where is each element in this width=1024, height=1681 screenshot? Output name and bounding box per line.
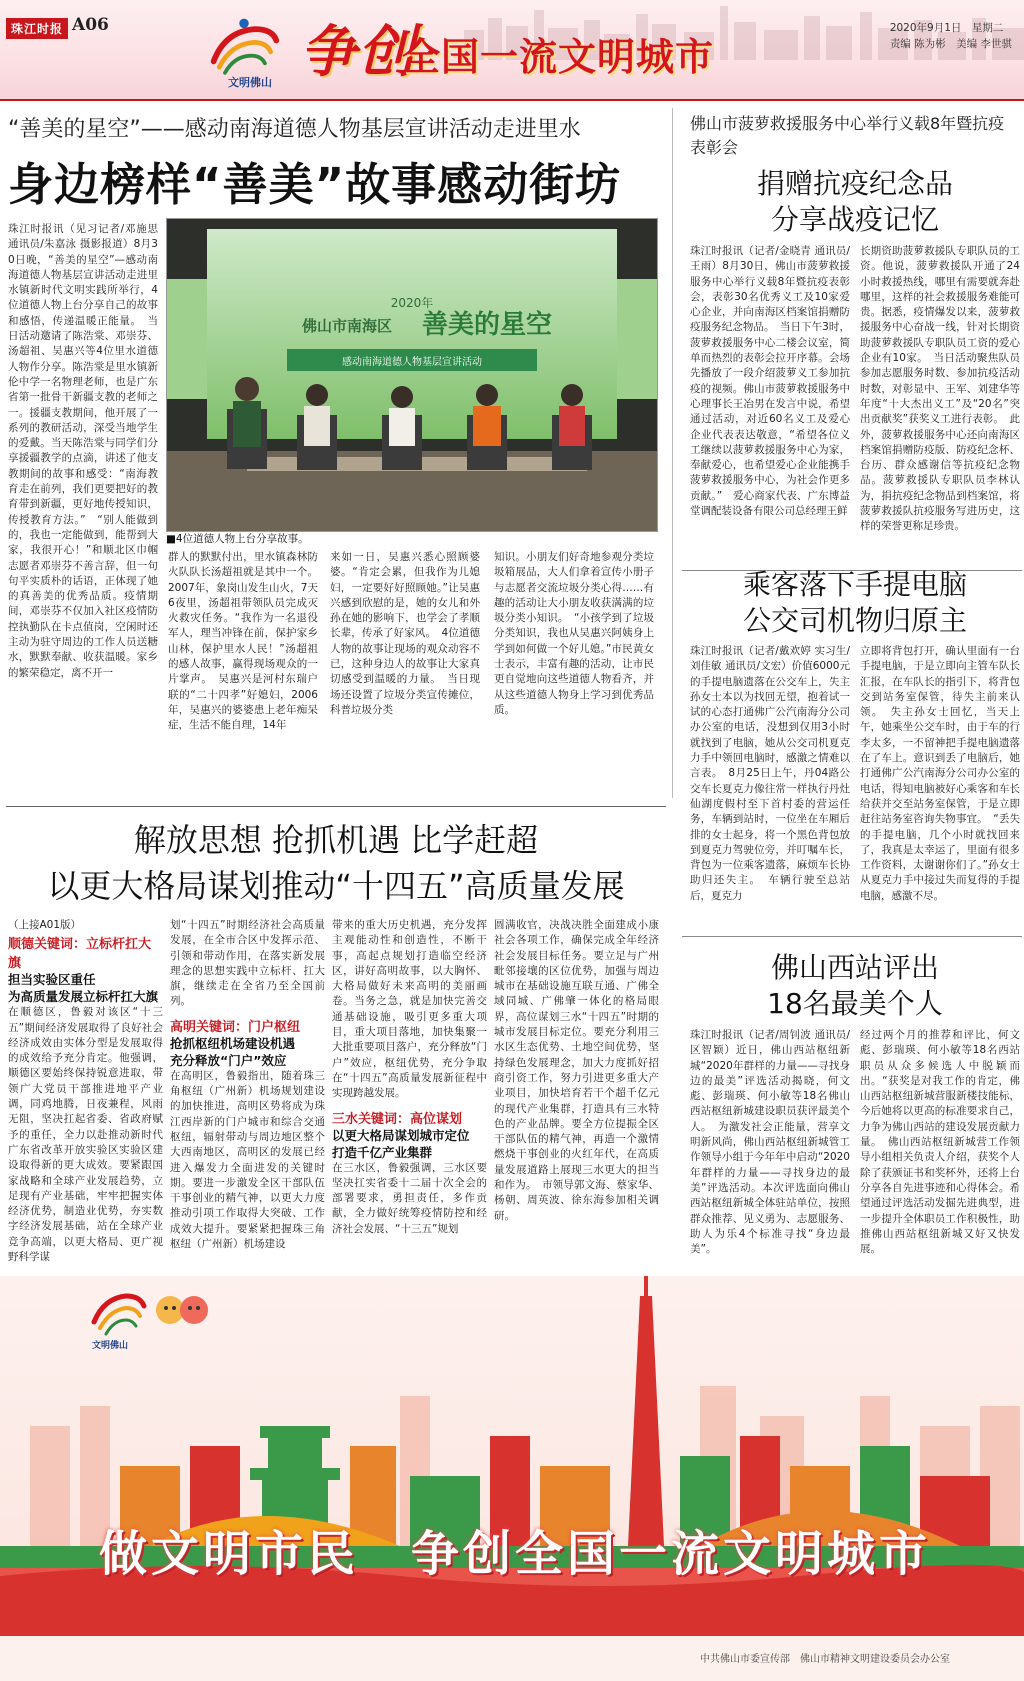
- mascot-icon: [156, 1296, 208, 1324]
- masthead: [0, 0, 1024, 100]
- banner-logo-icon: [94, 1296, 144, 1334]
- right3-headline-line1: 佛山西站评出: [770, 951, 939, 984]
- lead-headline: 身边榜样“善美”故事感动街坊: [8, 158, 622, 211]
- banner-footer: 中共佛山市委宣传部 佛山市精神文明建设委员会办公室: [700, 1654, 950, 1665]
- right1-column-2: 长期资助菠萝救援队专职队员的工资。他说，菠萝救援队开通了24小时救援热线，哪里有需要就奔赴哪里，这样的社会救援服务难能可贵。据悉，疫情爆发以来，菠萝救援服务中心奋战一线，针对长期资助菠萝救援队专职队员工资的爱心企业有10家。 当日活动聚焦队员参加志愿服务时数、参加抗疫活动时数，对彰显中、王军、刘建华等年度“十大杰出义工”及“20名”突出贡献奖”获奖义工进行表彰。 此外，菠萝救援服务中心还向南海区档案馆捐赠防疫版、防疫纪念杯、台历、群众感谢信等抗疫纪念物品。菠萝救援队专职队员李林认为，捐抗疫纪念物品到档案馆，将菠萝救援队抗疫服务写进历史，这样的荣誉更称足珍贵。: [860, 245, 1020, 533]
- policy-sub2-keyword: 高明关键词：门户枢纽: [170, 1019, 301, 1035]
- policy-sub2-line1: 抢抓枢纽机场建设机遇: [170, 1035, 296, 1051]
- photo-banner-year: 2020年: [390, 296, 434, 310]
- logo-caption: 文明佛山: [228, 76, 272, 89]
- policy-column-3: 带来的重大历史机遇，充分发挥主观能动性和创造性，不断干事，高起点规划打造临空经济区，讲好高明故事，以大胸怀、大格局做好未来高明的美丽画卷。当务之急，就是加快完善交通基础设施，吸引更多重大项目，重大项目落地，加快集聚一大批重要项目落户，充分释放“门户”效应，枢纽优势，充分争取在“十四五”高质量发展新征程中实现跨越发展。: [332, 919, 487, 1100]
- section-rule: [6, 806, 666, 807]
- policy-sub1-line2: 为高质量发展立标杆扛大旗: [8, 989, 159, 1005]
- issue-date: 2020年9月1日 星期二: [889, 22, 1004, 34]
- stage-photo-illustration: [167, 219, 657, 531]
- policy-column-1: 在顺德区，鲁毅对该区“十三五”期间经济发展取得了良好社会经济成效由实体分型是发展取得的成效给予充分肯定。他强调，顺德区要始终保持锐意进取，带领广大党员干部推进地平产业调，同鸡地腾，日夜兼程，风雨无阻，坚决扛起省委、省政府赋予的重任，全力以赴推动新时代广东省改革开放实验区实验区建设取得新的更大成效。要紧跟国家战略和全球产业发展趋势，立足现有产业基础，牢牢把握实体经济优势，制造业优势，夯实数字经济发展基础，站在全球产业竞争高端，以更大格局、更广视野科学谋: [8, 1006, 163, 1264]
- policy-sub3-line2: 打造千亿产业集群: [332, 1144, 433, 1160]
- issue-editors: 责编 陈为彬 美编 李世骐: [889, 38, 1012, 50]
- city-landmarks-illustration: [0, 1276, 1024, 1681]
- photo-banner-place: 佛山市南海区: [301, 317, 393, 335]
- lead-column-3: 来如一日，吴惠兴悉心照顾婆婆。“肯定会累，但我作为儿媳妇，一定要好好照顾她。”让吴惠兴感到欣慰的是，她的女儿和外孙在她的影响下，也学会了孝顺长辈，传承了好家风。 4位道德人物的故事让现场的观众动容不已，这种身边人的故事让大家真切感受到温暖的力量。 当日现场还设置了垃圾分类宣传摊位，科普垃圾分类: [330, 551, 480, 716]
- photo-banner-title: 善美的星空: [421, 310, 553, 340]
- photo-banner-sub: 感动南海道德人物基层宣讲活动: [342, 357, 482, 368]
- policy-column-3-wrap: [332, 918, 487, 1268]
- policy-sub3-keyword: 三水关键词：高位谋划: [332, 1111, 463, 1127]
- policy-sub3-line1: 以更大格局谋划城市定位: [332, 1127, 470, 1143]
- issue-meta: [890, 20, 1012, 52]
- lead-kicker: “善美的星空”——感动南海道德人物基层宣讲活动走进里水: [8, 117, 581, 142]
- right3-headline-line2: 18名最美个人: [767, 987, 943, 1020]
- lead-photo-caption: ■4位道德人物上台分享故事。: [166, 533, 309, 545]
- policy-sub1-line1: 担当实验区重任: [8, 972, 96, 988]
- masthead-slogan-strive: 争创: [300, 19, 416, 85]
- civilization-banner: [0, 1276, 1024, 1681]
- right1-kicker: 佛山市菠萝救援服务中心举行义载8年暨抗疫表彰会: [690, 114, 1005, 157]
- banner-slogan: 做文明市民 争创全国一流文明城市: [98, 1526, 931, 1582]
- masthead-slogan: 全国一流文明城市: [402, 35, 715, 79]
- policy-column-4: 圆满收官，决战决胜全面建成小康社会各项工作，确保完成全年经济社会发展目标任务。要立足与广州毗邻接壤的区位优势，加强与周边城市在基础设施互联互通、广佛全域同城、广佛肇一体化的格局眼界，高位谋划三水“十四五”时期的城市发展目标定位。要充分利用三水区生态优势、土地空间优势，坚持绿色发展理念，加大力度抓好招商引资工作，努力引进更多重大产业项目，加快培育若干个超千亿元的现代产业集群，打造具有三水特色的产业品牌。要全方位提振全区干部队伍的精气神，再造一个激情燃烧干事创业的火红年代，在高质量发展道路上展现三水更大的担当和作为。 市领导郭文海、蔡家华、杨朝、周英波、徐东海参加相关调研。: [494, 919, 659, 1222]
- policy-sub1-keyword: 顺德关键词：立标杆扛大旗: [8, 937, 152, 972]
- right1-column-1: 珠江时报讯（记者/金晓青 通讯员/王雨）8月30日，佛山市菠萝救援服务中心举行义载8年暨抗疫表彰会，表彰30名优秀义工及10家爱心企业，并向南海区档案馆捐赠防疫服务纪念物品。 当日下午3时，菠萝救援服务中心二楼会议室，简单而热烈的表彰会拉开序幕。会场先播放了一段介绍菠萝义工参加抗疫的视频。佛山市菠萝救援服务中心理事长王冶男在发言中说，希望通过活动，对近60名义工及爱心企业代表表达敬意，“希望各位义工继续以菠萝救援服务中心为家，奉献爱心，也希望爱心企业能携手菠萝救援服务中心，为社会作更多贡献。” 爱心商家代表、广东博益堂调配装设备有限公司总经理王鲜: [690, 245, 850, 518]
- lead-photo: [166, 218, 658, 532]
- policy-column-2: 划“十四五”时期经济社会高质量发展，在全市合区中发挥示范、引领和带动作用，在落实新发展理念的思想实践中立标杆、扛大旗，继续走在全省乃至全国前列。: [170, 919, 325, 1008]
- policy-continuation: （上接A01版）: [8, 919, 82, 931]
- newspaper-tag: 珠江时报: [6, 18, 68, 39]
- masthead-rule: [0, 99, 1024, 101]
- policy-column-2b: 在高明区，鲁毅指出，随着珠三角枢纽（广州新）机场规划建设的加快推进，高明区势将成为珠江西岸新的门户城市和综合交通枢纽，辐射带动与周边地区整个大西南地区，高明区的发展已经进入爆发力全面进发的关键时期。要进一步激发全区干部队伍干事创业的精气神，以更大力度推动引项工作取得大突破、工作成效大提升。要紧紧把握珠三角枢纽（广州新）机场建设: [170, 1069, 325, 1251]
- tower-icon: [628, 1296, 664, 1546]
- page-number: A06: [72, 15, 109, 35]
- right3-column-1: 珠江时报讯（记者/周钊波 通讯员/区智颖）近日，佛山西站枢纽新城“2020年群样的力量——寻找身边的最美”评选活动揭晓，何文彪、彭瑞瑛、何小敏等18名佛山西站枢纽新城建设职员获评最美个人。 为激发社会正能量，营享文明新风尚，佛山西站枢纽新城管工作领导小组于今年年中启动“2020年群样的力量——寻找身边的最美”评选活动。本次评选面向佛山西站枢纽新城全体驻站单位，按照群众推荐、见义勇为、志愿服务、助人为乐4个标准寻找“身边最美”。: [690, 1029, 850, 1256]
- right2-headline-line2: 公交司机物归原主: [742, 604, 967, 637]
- policy-column-1-wrap: [8, 918, 163, 1268]
- right1-headline-line2: 分享战疫记忆: [770, 203, 939, 236]
- policy-headline-line1: 解放思想 抢抓机遇 比学赶超: [133, 821, 539, 859]
- policy-column-2-wrap: [170, 918, 325, 1268]
- banner-logo-caption: 文明佛山: [92, 1341, 129, 1351]
- lead-column-4: 知识。小朋友们好奇地参观分类垃圾箱展品，大人们拿着宣传小册子与志愿者交流垃圾分类心得……有趣的活动让大小朋友收获满满的垃圾分类小知识。 “小孩学到了垃圾分类知识，我也从吴惠兴阿姨身上学到如何做一个好儿媳。”市民黄女士表示，丰富有趣的活动，让市民更自觉地向这些道德人物看齐，并从这些道德人物身上学习到优秀品质。: [494, 551, 654, 716]
- policy-sub2-line2: 充分释放“门户”效应: [170, 1052, 287, 1068]
- right1-headline-line1: 捐赠抗疫纪念品: [756, 167, 953, 200]
- right2-column-1: 珠江时报讯（记者/戴欢婷 实习生/刘佳敏 通讯员/文宏）价值6000元的手提电脑遗落在公交车上，失主孙女士本以为找回无望，抱着试一试的心态打通佛广公汽南海分公司办公室的电话，没想到仅用3小时就找到了电脑，她从公交司机夏克力手中领回电脑时，感激之情难以言表。 8月25日上午，丹04路公交车长夏克力像往常一样执行丹灶仙湖度假村至下首村委的营运任务，车辆到站时，一位坐在车厢后排的女士起身，将一个黑色背包放到夏克力驾驶位旁，并叮嘱车长，背包为一位乘客遗落，麻烦车长协助归还失主。 车辆行驶至总站后，夏克力: [690, 645, 850, 902]
- right2-headline-line1: 乘客落下手提电脑: [742, 568, 967, 601]
- right2-column-2: 立即将背包打开，确认里面有一台手提电脑，于是立即向主管车队长汇报，在车队长的指引下，将背包交到站务室保管，待失主前来认领。 失主孙女士回忆，当天上午，她乘坐公交车时，由于车的行李太多，一不留神把手提电脑遗落在了车上。意识到丢了电脑后，她打通佛广公汽南海分公司办公室的电话，得知电脑被好心乘客和车长给获并交至站务室保管，于是立即赶往站务室咨询失物事宜。 “丢失的手提电脑，几个小时就找回来了，我真是太幸运了，里面有很多工作资料，太谢谢你们了。”孙女士从夏克力手中接过失而复得的手提电脑，感激不尽。: [860, 645, 1020, 902]
- lead-column-2: 群人的默默付出，里水镇森林防火队队长汤超祖就是其中一个。2007年，象岗山发生山火，7天6夜里，汤超祖带领队员完成灭火救灾任务。“我作为一名退役军人，理当冲锋在前，保护家乡山林，保护里水人民！”汤超祖的感人故事，赢得现场观众的一片掌声。 吴惠兴是河村东瑞户联的“二十四孝”好媳妇，2006年，吴惠兴的婆婆患上老年痴呆症，生活不能自理，14年: [168, 551, 318, 732]
- right3-column-2: 经过两个月的推荐和评比，何文彪、彭瑞瑛、何小敏等18名西站职员从众多候选人中脱颖而出。“获奖是对我工作的肯定，佛山西站枢纽新城营服新楼技能标，今后她将以更高的标准要求自己，力争为佛山西站的建设发展贡献力量。 佛山西站枢纽新城营工作领导小组相关负责人介绍，获奖个人除了获颁证书和奖杯外，还将上台分享各自先进事迹和心得体会。希望通过评选活动发掘先进典型，进一步提升全体职员工作积极性，助推佛山西站枢纽新城又好又快发展。: [860, 1029, 1020, 1256]
- lead-column-1: 珠江时报讯（见习记者/邓施思 通讯员/朱嘉泳 摄影报道）8月30日晚，“善美的星空”—感动南海道德人物基层宣讲活动走进里水镇新时代文明实践所举行，4位道德人物上台分享自己的故事和感悟，传递温暖正能量。 当日活动邀请了陈浩棠、邓崇芬、汤超祖、吴惠兴等4位里水道德人物作分享。陈浩棠是里水镇新伦中学一名物理老师，也是广东省第一批骨干新疆支教的老师之一。援疆支教期间，他开展了一系列的教研活动，深受当地学生的爱戴。当天陈浩棠与同学们分享援疆教学的点滴，讲述了他支教期间的故事和感受：“南海教育走在前列，我们更要把好的教育带到新疆，更好地传授知识，传授教育方法。” “别人能做到的，我也一定能做到，能帮到大家，我很开心！”和顺北区巾帼志愿者邓崇芬不善言辞，但一句句平实质朴的话语，正体现了她的真善美的优秀品质。疫情期间，邓崇芬不仅加入社区疫情防控执勤队在卡点值岗，空闲时还主动为驻守周边的工作人员送糖水，默默奉献、收获温暖。家乡的繁荣稳定，离不开一: [8, 223, 158, 679]
- policy-headline-line2: 以更大格局谋划推动“十四五”高质量发展: [47, 867, 625, 905]
- section-rule: [682, 936, 1022, 937]
- column-divider: [672, 108, 673, 798]
- policy-column-3b: 在三水区，鲁毅强调，三水区要坚决扛实省委十二届十次全会的部署要求，勇担责任，多作贡献，全力做好统筹疫情防控和经济社会发展、“十三五”规划: [332, 1161, 487, 1235]
